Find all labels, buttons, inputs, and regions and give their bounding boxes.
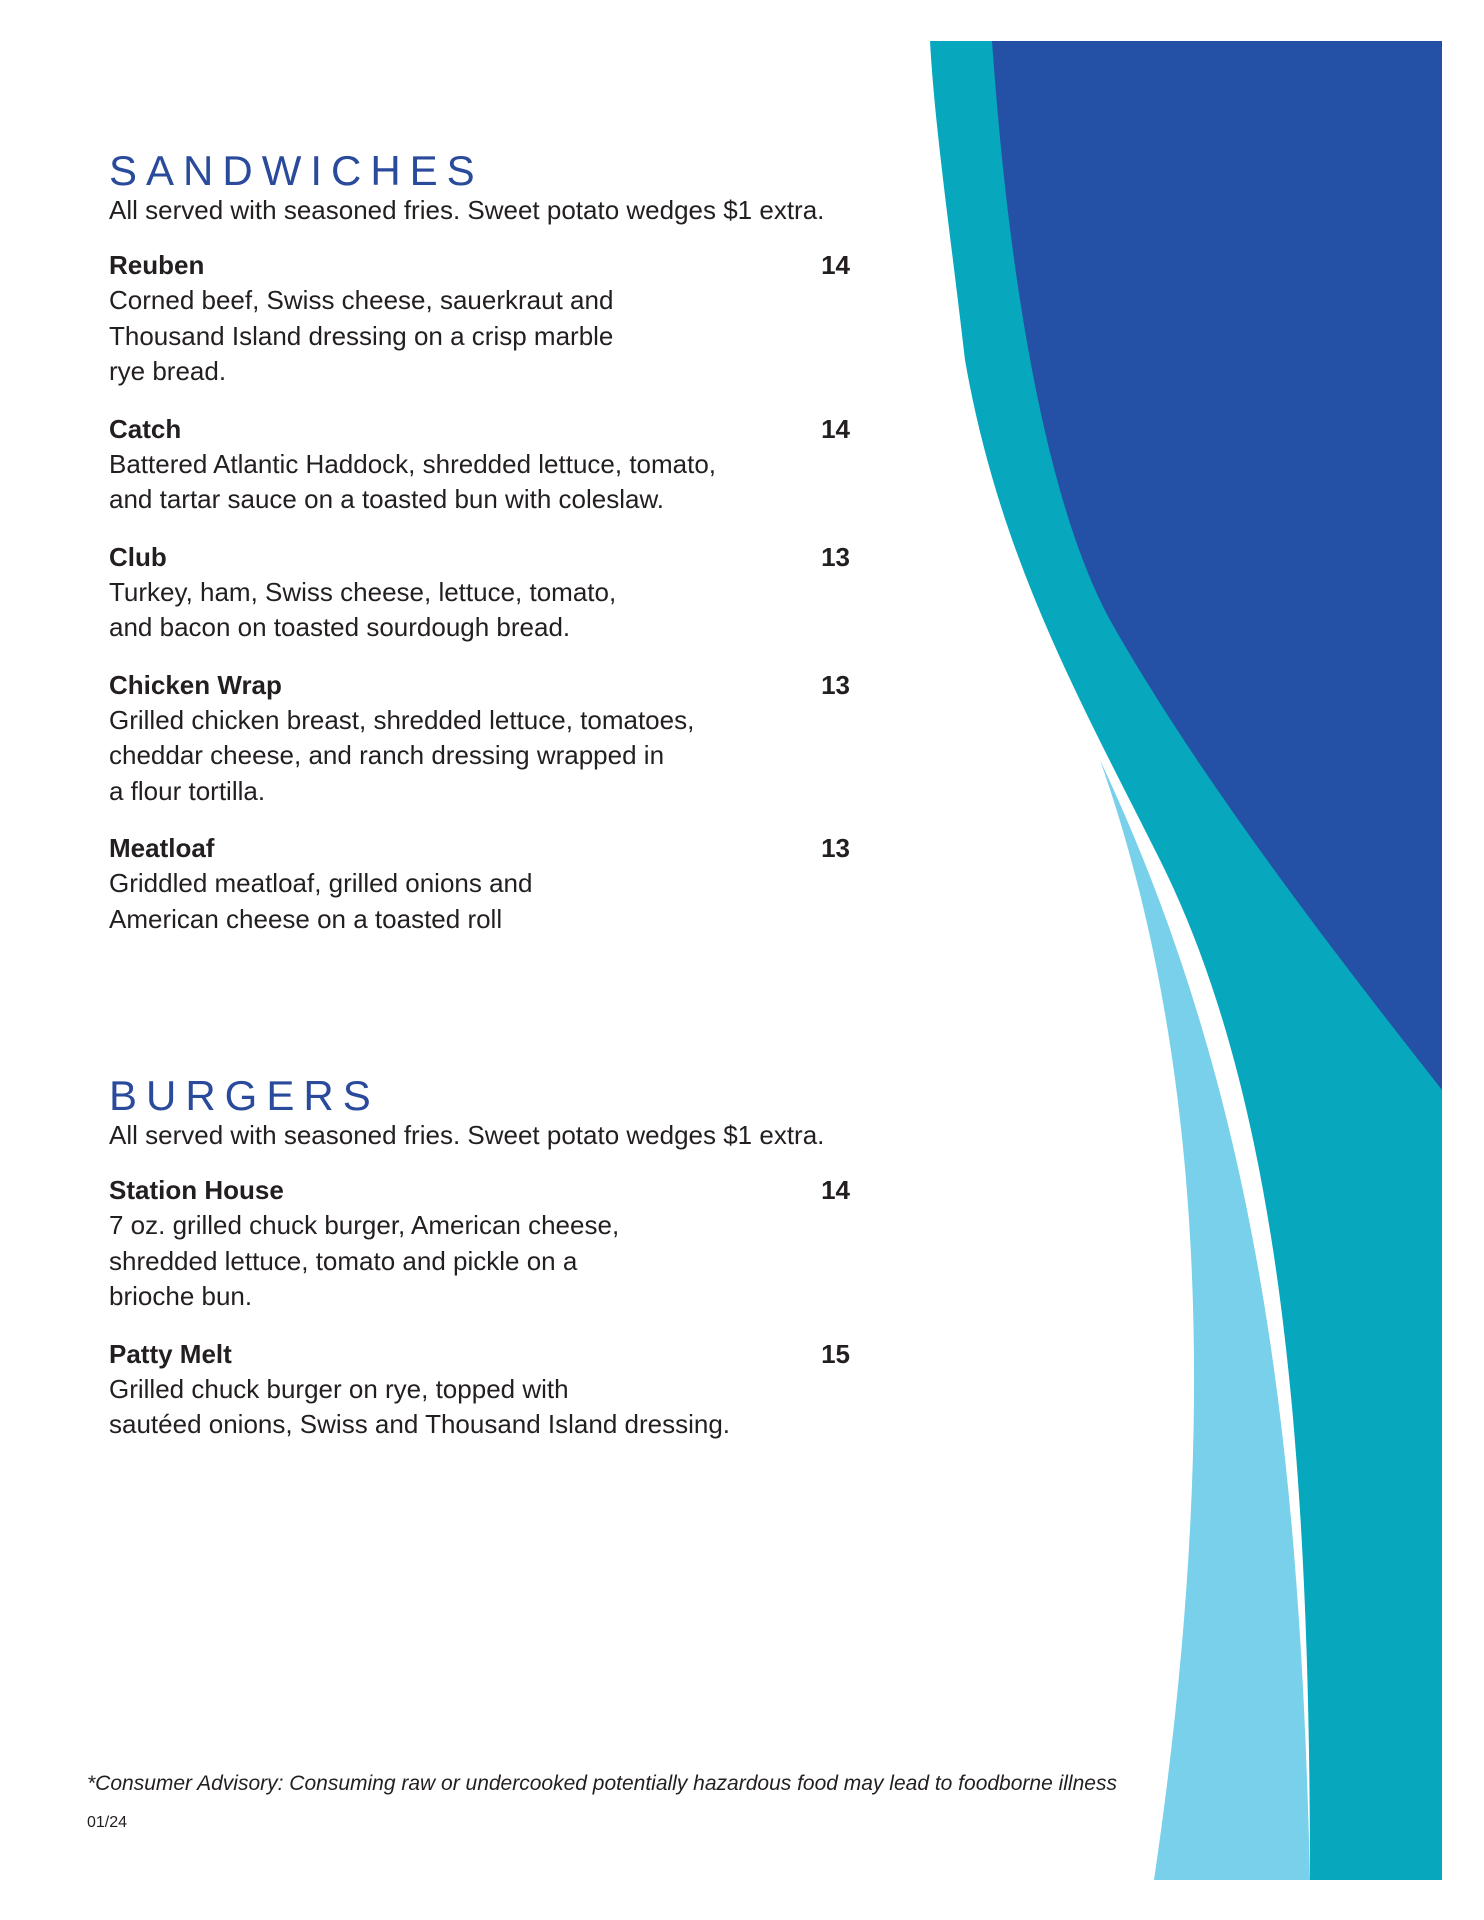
menu-item-patty-melt <box>109 1337 850 1443</box>
item-price: 15 <box>821 1338 850 1369</box>
consumer-advisory: *Consumer Advisory: Consuming raw or undercooked potentially hazardous food may lead to foodborne illness <box>87 1772 1117 1795</box>
item-description: Turkey, ham, Swiss cheese, lettuce, tomato, and bacon on toasted sourdough bread. <box>109 576 617 642</box>
sandwiches-title: SANDWICHES <box>109 147 484 194</box>
item-price: 14 <box>821 413 850 444</box>
menu-item-reuben <box>109 248 850 390</box>
menu-item-catch <box>109 412 850 518</box>
item-description: Battered Atlantic Haddock, shredded lettuce, tomato, and tartar sauce on a toasted bun with coleslaw. <box>109 448 717 514</box>
burgers-title: BURGERS <box>109 1072 380 1119</box>
menu-date-code: 01/24 <box>87 1814 128 1831</box>
item-name: Club <box>109 541 167 572</box>
item-price: 13 <box>821 541 850 572</box>
item-description: Corned beef, Swiss cheese, sauerkraut and Thousand Island dressing on a crisp marble rye bread. <box>109 285 614 386</box>
sandwiches-subtitle: All served with seasoned fries. Sweet potato wedges $1 extra. <box>109 195 825 225</box>
item-name: Patty Melt <box>109 1338 232 1369</box>
item-price: 13 <box>821 833 850 863</box>
menu-item-club <box>109 540 850 646</box>
item-name: Reuben <box>109 250 205 280</box>
item-description: Griddled meatloaf, grilled onions and American cheese on a toasted roll <box>109 868 533 934</box>
sandwiches-section <box>109 148 850 959</box>
item-name: Meatloaf <box>109 833 215 863</box>
menu-item-station-house <box>109 1173 850 1315</box>
item-name: Chicken Wrap <box>109 669 282 700</box>
item-price: 13 <box>821 669 850 700</box>
item-description: Grilled chuck burger on rye, topped with sautéed onions, Swiss and Thousand Island dressing. <box>109 1373 731 1439</box>
burgers-subtitle: All served with seasoned fries. Sweet potato wedges $1 extra. <box>109 1120 825 1150</box>
item-price: 14 <box>821 250 850 280</box>
item-price: 14 <box>821 1175 850 1205</box>
menu-item-meatloaf <box>109 831 850 937</box>
item-name: Catch <box>109 413 182 444</box>
item-description: 7 oz. grilled chuck burger, American cheese, shredded lettuce, tomato and pickle on a brioche bun. <box>109 1210 620 1311</box>
item-name: Station House <box>109 1175 284 1205</box>
menu-item-chicken-wrap <box>109 668 850 810</box>
item-description: Grilled chicken breast, shredded lettuce, tomatoes, cheddar cheese, and ranch dressing wrapped in a flour tortilla. <box>109 704 695 806</box>
burgers-section <box>109 1073 850 1465</box>
